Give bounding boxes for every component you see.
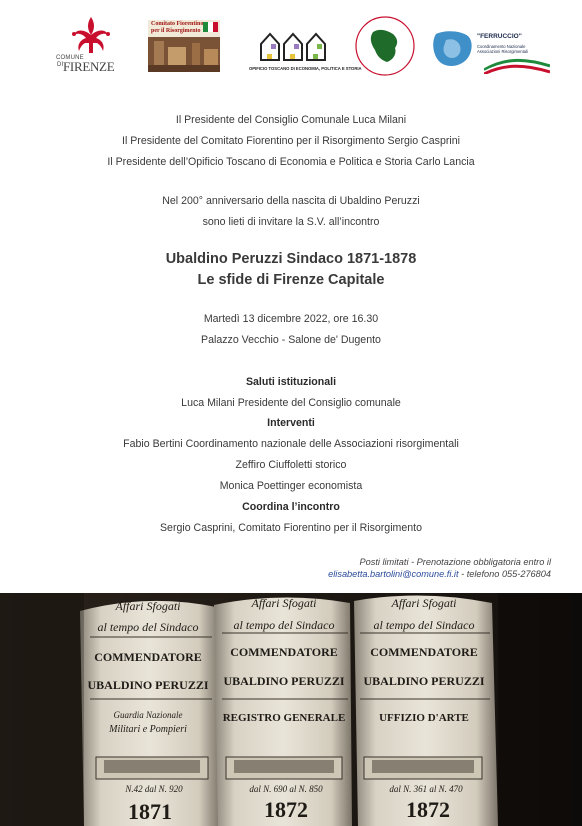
ledgers-photo-graphic — [0, 593, 582, 826]
ledger1-line2: al tempo del Sindaco — [97, 620, 199, 634]
firenze-logo-line1: COMUNE — [56, 55, 84, 61]
event-venue: Palazzo Vecchio - Salone de' Dugento — [201, 334, 381, 346]
ferruccio-logo-sub1: Coordinamento Nazionale — [477, 44, 526, 49]
logo-bar — [0, 0, 582, 95]
ledger3-year: 1872 — [406, 797, 450, 822]
ferruccio-logo-title: "FERRUCCIO" — [477, 33, 522, 40]
speaker-2: Zeffiro Ciuffoletti storico — [235, 459, 347, 471]
firenze-lily-icon — [70, 15, 112, 57]
interventi-heading: Interventi — [267, 417, 315, 429]
tricolor-ribbon-icon — [484, 56, 550, 74]
intro-line-2: sono lieti di invitare la S.V. all’incontro — [202, 216, 380, 228]
firenze-logo-line3: FIRENZE — [63, 59, 115, 74]
opificio-logo-caption: OPIFICIO TOSCANO DI ECONOMIA, POLITICA E STORIA — [249, 66, 362, 71]
piazza-painting-icon — [148, 37, 220, 72]
ledger1-code: N.42 dal N. 920 — [125, 784, 183, 794]
ledger3-line1: Affari Sfogati — [391, 596, 457, 610]
ledger3-line3: COMMENDATORE — [370, 645, 478, 659]
saluti-heading: Saluti istituzionali — [245, 376, 337, 388]
comitato-logo-line2: per il Risorgimento — [151, 28, 201, 34]
president-line-1: Il Presidente del Consiglio Comunale Luca Milani — [175, 114, 407, 126]
president-line-2: Il Presidente del Comitato Fiorentino per il Risorgimento Sergio Casprini — [122, 135, 460, 147]
ledger1-line5: Guardia Nazionale — [113, 710, 183, 720]
ferruccio-logo-sub2: Associazioni Risorgimentali — [477, 49, 528, 54]
ledger3-line2: al tempo del Sindaco — [373, 618, 475, 632]
ledger2-code: dal N. 690 al N. 850 — [249, 784, 323, 794]
event-date: Martedì 13 dicembre 2022, ore 16.30 — [203, 313, 379, 325]
coordina-heading: Coordina l’incontro — [242, 501, 340, 513]
ledger1-line1: Affari Sfogati — [115, 599, 181, 613]
ledger2-line5: REGISTRO GENERALE — [222, 712, 346, 724]
booking-note: Posti limitati - Prenotazione obbligatoria entro il — [359, 557, 551, 567]
tuscany-circle-logo-icon — [353, 14, 417, 78]
coordinator: Sergio Casprini, Comitato Fiorentino per il Risorgimento — [159, 522, 422, 534]
ledger1-line6: Militari e Pompieri — [109, 724, 187, 735]
booking-phone: - telefono 055-276804 — [458, 569, 551, 579]
booking-contact — [328, 569, 551, 579]
ledger1-year: 1871 — [128, 799, 172, 824]
ledger2-line3: COMMENDATORE — [230, 645, 338, 659]
ledger2-line2: al tempo del Sindaco — [233, 618, 335, 632]
event-title-line-2: Le sfide di Firenze Capitale — [197, 272, 385, 288]
opificio-logo-icon — [258, 30, 330, 64]
comitato-logo-line1: Comitato Fiorentino — [151, 21, 204, 27]
firenze-logo-line2: DI — [57, 62, 64, 68]
italian-flag-icon — [203, 22, 218, 32]
ledger1-line3: COMMENDATORE — [94, 650, 202, 664]
ledger3-line5: UFFIZIO D'ARTE — [379, 712, 469, 724]
ledgers-photo — [0, 593, 582, 826]
event-title-line-1: Ubaldino Peruzzi Sindaco 1871-1878 — [165, 251, 417, 267]
ledger2-year: 1872 — [264, 797, 308, 822]
comitato-logo — [148, 20, 220, 72]
ledger1-line4: UBALDINO PERUZZI — [87, 678, 209, 692]
booking-email-link[interactable]: elisabetta.bartolini@comune.fi.it — [328, 569, 459, 579]
saluti-speaker: Luca Milani Presidente del Consiglio comunale — [181, 397, 401, 409]
speaker-1: Fabio Bertini Coordinamento nazionale delle Associazioni risorgimentali — [123, 438, 459, 450]
president-line-3: Il Presidente dell’Opificio Toscano di Economia e Politica e Storia Carlo Lancia — [107, 156, 475, 168]
intro-line-1: Nel 200° anniversario della nascita di Ubaldino Peruzzi — [162, 195, 420, 207]
ledger3-code: dal N. 361 al N. 470 — [389, 784, 463, 794]
ledger2-line4: UBALDINO PERUZZI — [223, 674, 345, 688]
ledger3-line4: UBALDINO PERUZZI — [363, 674, 485, 688]
speaker-3: Monica Poettinger economista — [219, 480, 363, 492]
ledger2-line1: Affari Sfogati — [251, 596, 317, 610]
ferruccio-logo-icon — [432, 28, 476, 70]
